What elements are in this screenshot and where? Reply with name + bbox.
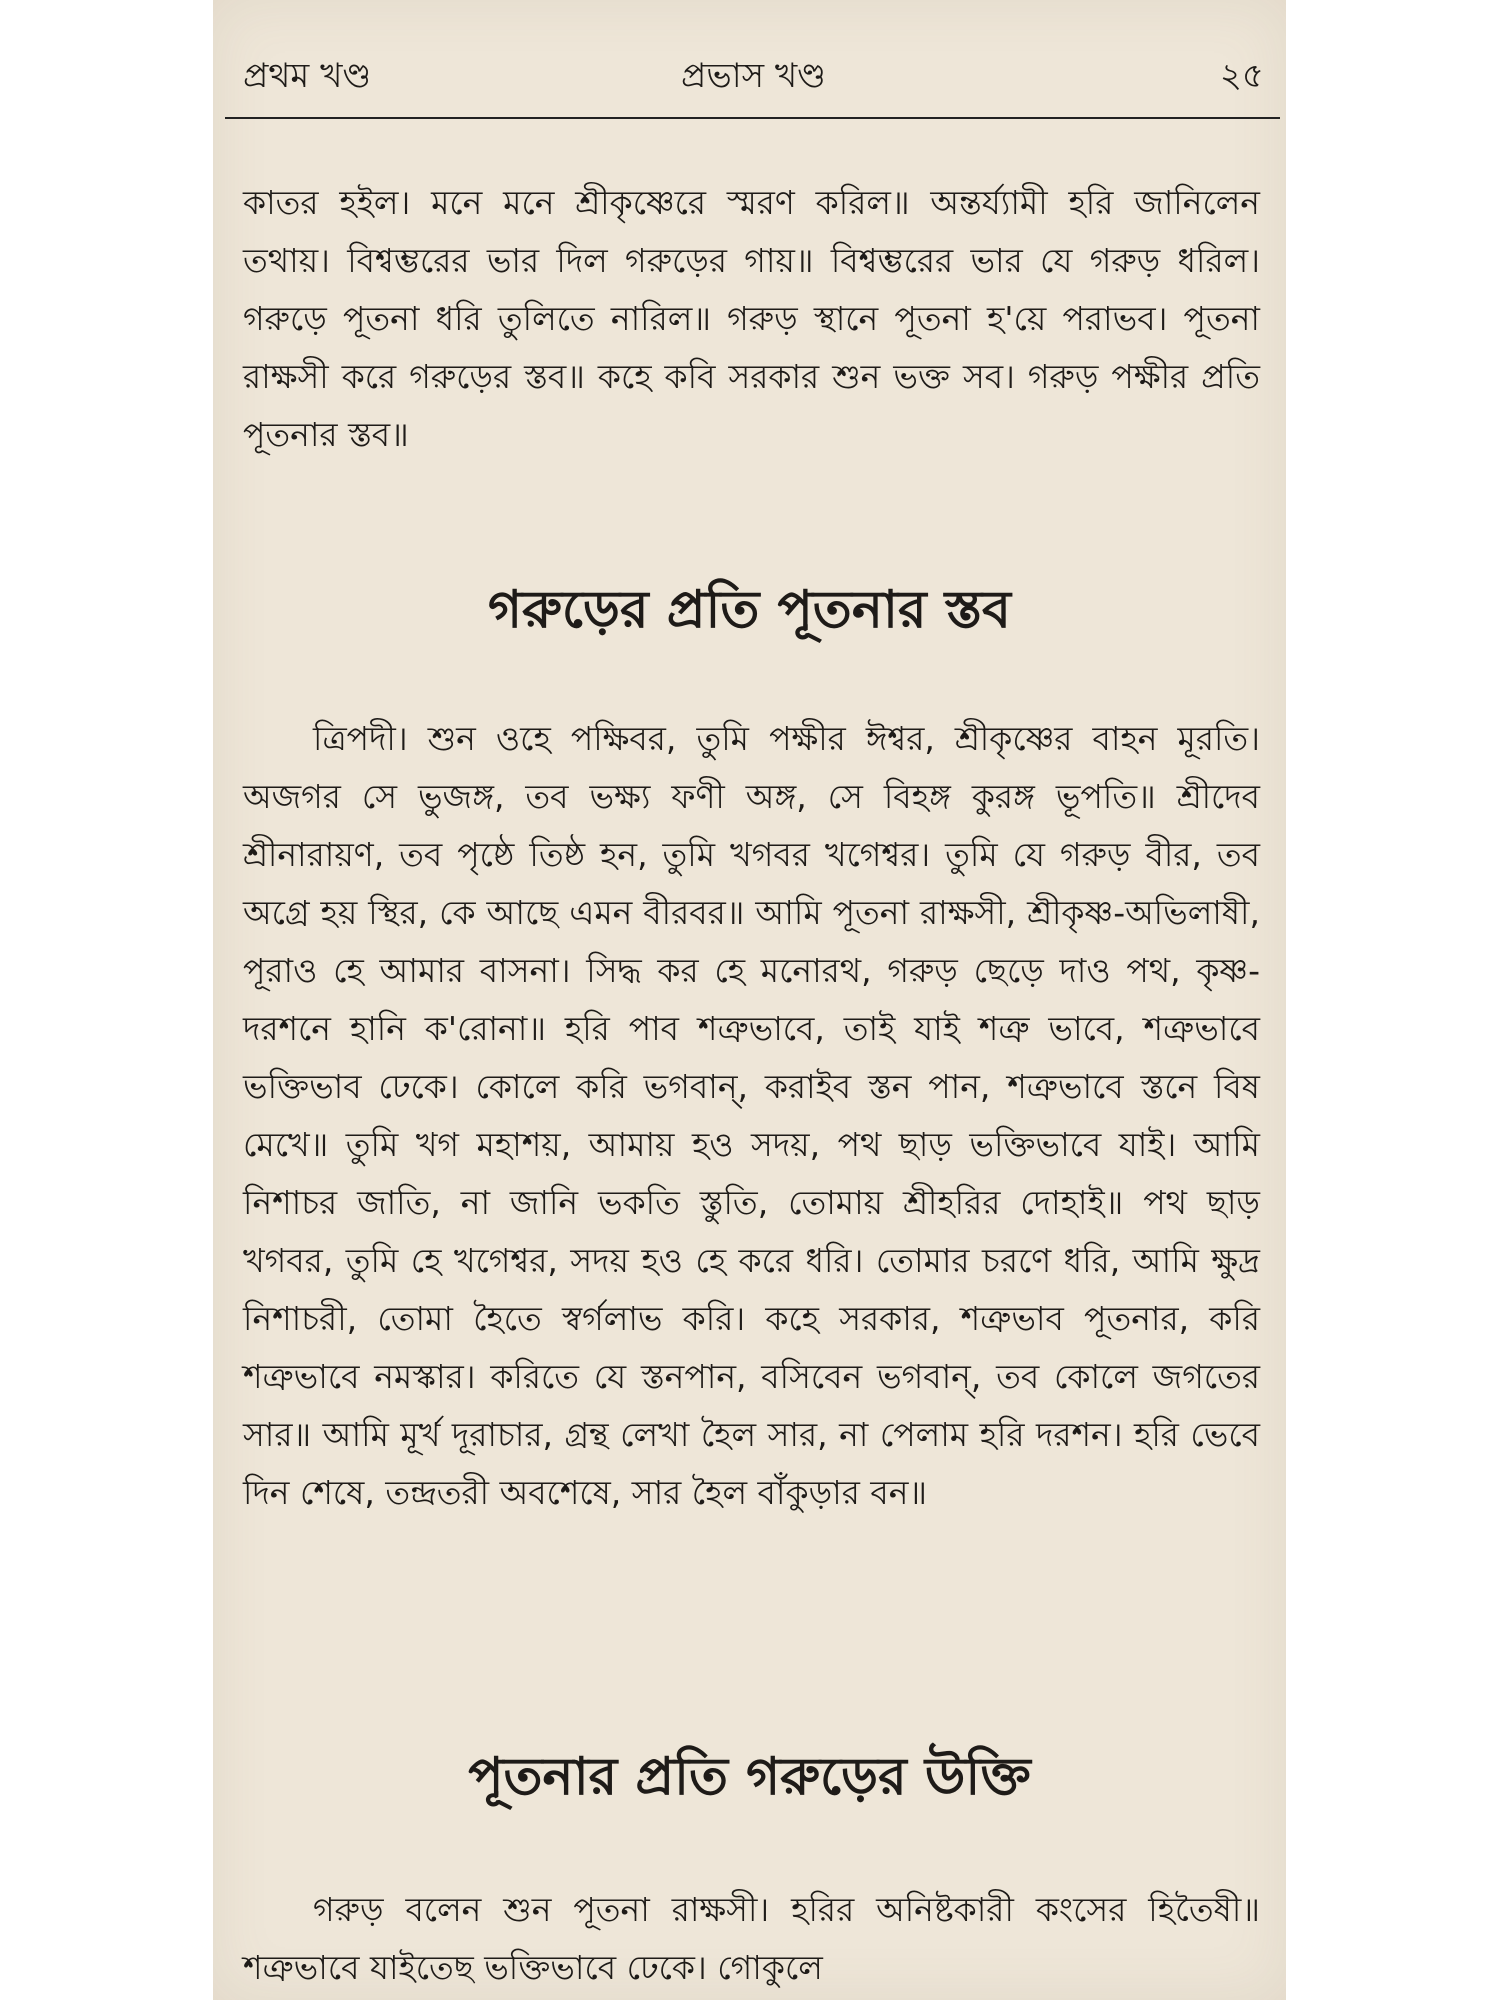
header-section-title: প্রভাস খণ্ড xyxy=(681,56,826,96)
book-page xyxy=(213,0,1286,2000)
page-number: ২৫ xyxy=(1219,56,1264,96)
section-heading-stava: গরুড়ের প্রতি পূতনার স্তব xyxy=(488,580,1011,640)
ukti-paragraph: গরুড় বলেন শুন পূতনা রাক্ষসী। হরির অনিষ্টকারী কংসের হিতৈষী॥ শত্রুভাবে যাইতেছ ভক্তিভাবে ঢেকে। গোকুলে xyxy=(243,1890,1260,1987)
section-heading-ukti: পূতনার প্রতি গরুড়ের উক্তি xyxy=(468,1747,1031,1807)
header-rule xyxy=(225,117,1280,119)
running-header xyxy=(243,50,1264,102)
intro-paragraph: কাতর হইল। মনে মনে শ্রীকৃষ্ণেরে স্মরণ করিল॥ অন্তর্য্যামী হরি জানিলেন তথায়। বিশ্বম্ভরের ভার দিল গরুড়ের গায়॥ বিশ্বম্ভরের ভার যে গরুড় ধরিল। গরুড়ে পূতনা ধরি তুলিতে নারিল॥ গরুড় স্থানে পূতনা হ'য়ে পরাভব। পূতনা রাক্ষসী করে গরুড়ের স্তব॥ কহে কবি সরকার শুন ভক্ত সব। গরুড় পক্ষীর প্রতি পূতনার স্তব॥ xyxy=(243,183,1260,454)
stava-paragraph: ত্রিপদী। শুন ওহে পক্ষিবর, তুমি পক্ষীর ঈশ্বর, শ্রীকৃষ্ণের বাহন মূরতি। অজগর সে ভুজঙ্গ, তব ভক্ষ্য ফণী অঙ্গ, সে বিহঙ্গ কুরঙ্গ ভূপতি॥ শ্রীদেব শ্রীনারায়ণ, তব পৃষ্ঠে তিষ্ঠ হন, তুমি খগবর খগেশ্বর। তুমি যে গরুড় বীর, তব অগ্রে হয় স্থির, কে আছে এমন বীরবর॥ আমি পূতনা রাক্ষসী, শ্রীকৃষ্ণ-অভিলাষী, পূরাও হে আমার বাসনা। সিদ্ধ কর হে মনোরথ, গরুড় ছেড়ে দাও পথ, কৃষ্ণ-দরশনে হানি ক'রোনা॥ হরি পাব শত্রুভাবে, তাই যাই শত্রু ভাবে, শত্রুভাবে ভক্তিভাব ঢেকে। কোলে করি ভগবান্, করাইব স্তন পান, শত্রুভাবে স্তনে বিষ মেখে॥ তুমি খগ মহাশয়, আমায় হও সদয়, পথ ছাড় ভক্তিভাবে যাই। আমি নিশাচর জাতি, না জানি ভকতি স্তুতি, তোমায় শ্রীহরির দোহাই॥ পথ ছাড় খগবর, তুমি হে খগেশ্বর, সদয় হও হে করে ধরি। তোমার চরণে ধরি, আমি ক্ষুদ্র নিশাচরী, তোমা হৈতে স্বর্গলাভ করি। কহে সরকার, শত্রুভাব পূতনার, করি শত্রুভাবে নমস্কার। করিতে যে স্তনপান, বসিবেন ভগবান্, তব কোলে জগতের সার॥ আমি মূর্খ দূরাচার, গ্রন্থ লেখা হৈল সার, না পেলাম হরি দরশন। হরি ভেবে দিন শেষে, তন্দ্রতরী অবশেষে, সার হৈল বাঁকুড়ার বন॥ xyxy=(243,719,1260,1512)
header-volume-label: প্রথম খণ্ড xyxy=(243,56,372,96)
